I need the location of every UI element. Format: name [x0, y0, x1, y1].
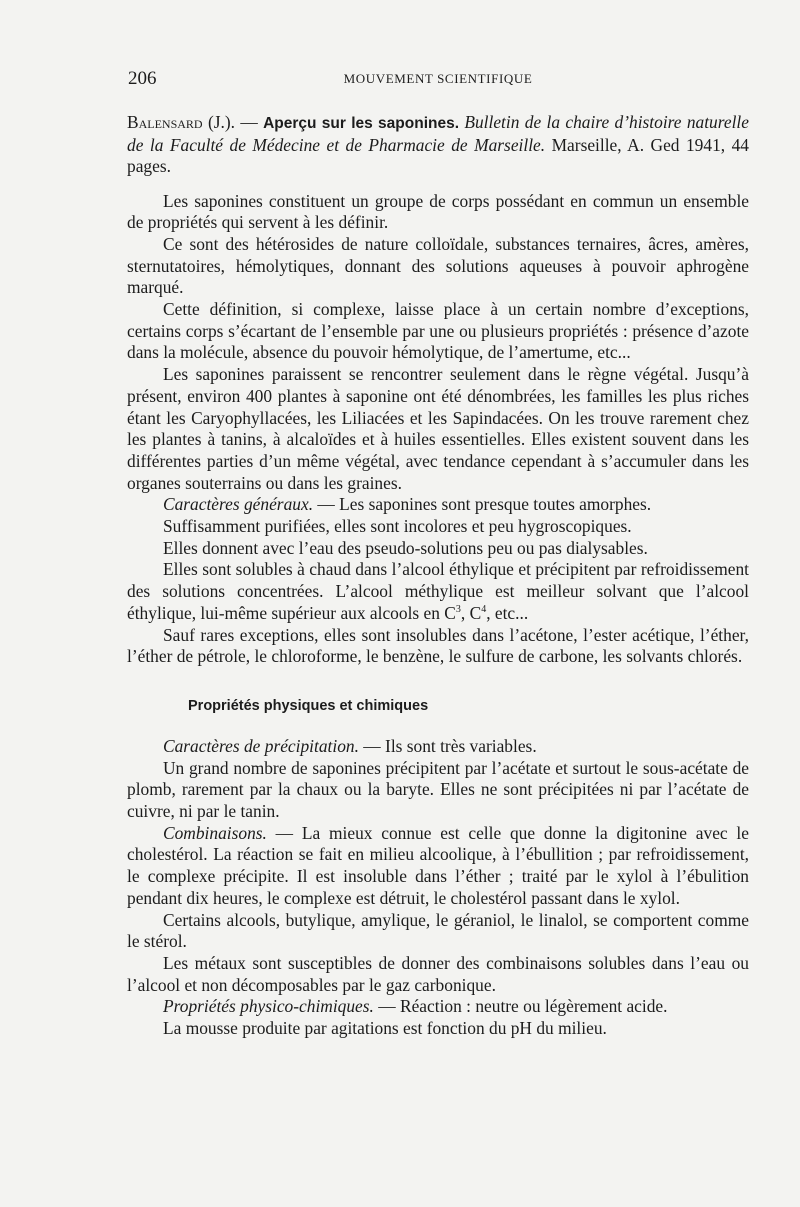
paragraph-intro-1: Les saponines constituent un groupe de corps possédant en commun un ensemble de propriétés qui servent à les définir.	[127, 190, 749, 233]
paragraph-combinaisons	[127, 823, 749, 910]
combinaisons-label: Combinaisons.	[163, 822, 267, 843]
paragraph-precipitation	[127, 736, 749, 758]
solubility-etc: , etc...	[486, 602, 529, 623]
solubility-text: Elles sont solubles à chaud dans l’alcool éthylique et précipitent par refroidissement des solutions concentrées. L’alcool méthylique est meilleur solvant que l’alcool éthylique, lui-même supérieur aux alcools en C	[127, 559, 749, 623]
page-header	[128, 68, 748, 92]
physico-label: Propriétés physico-chimiques.	[163, 996, 374, 1017]
paragraph-insolubility: Sauf rares exceptions, elles sont insolubles dans l’acétone, l’ester acétique, l’éther, l’éther de pétrole, le chloroforme, le benzène, le sulfure de carbone, les solvants chlorés.	[127, 624, 749, 667]
paragraph-caracteres-generaux	[127, 494, 749, 516]
paragraph-solubility	[127, 559, 749, 624]
reference-journal: Bulletin de la chaire d’histoire naturelle de la Faculté de Médecine et de Pharmacie de Marseille.	[127, 112, 749, 155]
superscript-3: 3	[455, 604, 461, 616]
solubility-comma: , C	[460, 602, 482, 623]
physico-text: — Réaction : neutre ou légèrement acide.	[373, 996, 668, 1017]
running-title: MOUVEMENT SCIENTIFIQUE	[343, 71, 533, 86]
reference-author: Balensard (J.).	[127, 112, 235, 132]
combinaisons-text: — La mieux connue est celle que donne la digitonine avec le cholestérol. La réaction se fait en milieu alcoolique, à l’ébullition ; par refroidissement, le complexe précipite. Il est insoluble dans l’éther ; traité par le xylol à l’ébulition pendant dix heures, le complexe est détruit, le cholestérol passant dans le xylol.	[127, 822, 749, 908]
paragraph-general-1: Suffisamment purifiées, elles sont incolores et peu hygroscopiques.	[163, 516, 632, 537]
precipitation-text: — Ils sont très variables.	[358, 735, 537, 756]
paragraph-intro-3: Cette définition, si complexe, laisse place à un certain nombre d’exceptions, certains corps s’écartant de l’ensemble par une ou plusieurs propriétés : présence d’azote dans la molécule, absence du pouvoir hémolytique, de l’amertume, etc...	[127, 299, 749, 363]
bibliographic-reference	[127, 112, 749, 178]
superscript-4: 4	[481, 604, 487, 616]
paragraph-mousse: La mousse produite par agitations est fonction du pH du milieu.	[163, 1018, 607, 1039]
precipitation-label: Caractères de précipitation.	[163, 735, 359, 756]
caracteres-generaux-text: — Les saponines sont presque toutes amorphes.	[313, 494, 652, 515]
section-heading: Propriétés physiques et chimiques	[188, 697, 429, 714]
page-number: 206	[128, 68, 157, 89]
reference-title: Aperçu sur les saponines.	[263, 115, 460, 132]
paragraph-intro-2: Ce sont des hétérosides de nature colloïdale, substances ternaires, âcres, amères, sternutatoires, hémolytiques, donnant des solutions aqueuses à pouvoir aphrogène marqué.	[127, 233, 749, 298]
body-text	[127, 112, 749, 1040]
paragraph-precipitation-detail: Un grand nombre de saponines précipitent par l’acétate et surtout le sous-acétate de plomb, rarement par la chaux ou la baryte. Elles ne sont précipitées ni par l’acétate de cuivre, ni par le tanin.	[127, 757, 749, 822]
reference-details: Marseille, A. Ged 1941, 44 pages.	[127, 134, 749, 176]
caracteres-generaux-label: Caractères généraux.	[163, 494, 314, 515]
reference-dash: —	[235, 112, 264, 132]
paragraph-intro-4: Les saponines paraissent se rencontrer seulement dans le règne végétal. Jusqu’à présent, environ 400 plantes à saponine ont été dénombrées, les familles les plus riches étant les Caryophyllacées, les Liliacées et les Sapindacées. On les trouve rarement chez les plantes à tanins, à alcaloïdes et à huiles essentielles. Elles existent souvent dans les différentes parties d’un même végétal, avec tendance cependant à s’accumuler dans les organes souterrains ou dans les graines.	[127, 364, 749, 493]
paragraph-alcools: Certains alcools, butylique, amylique, le géraniol, le linalol, se comportent comme le stérol.	[127, 909, 749, 952]
paragraph-general-2: Elles donnent avec l’eau des pseudo-solutions peu ou pas dialysables.	[163, 537, 648, 558]
paragraph-metaux: Les métaux sont susceptibles de donner des combinaisons solubles dans l’eau ou l’alcool et non décomposables par le gaz carbonique.	[127, 953, 749, 995]
paragraph-physico-chimiques	[127, 996, 749, 1018]
